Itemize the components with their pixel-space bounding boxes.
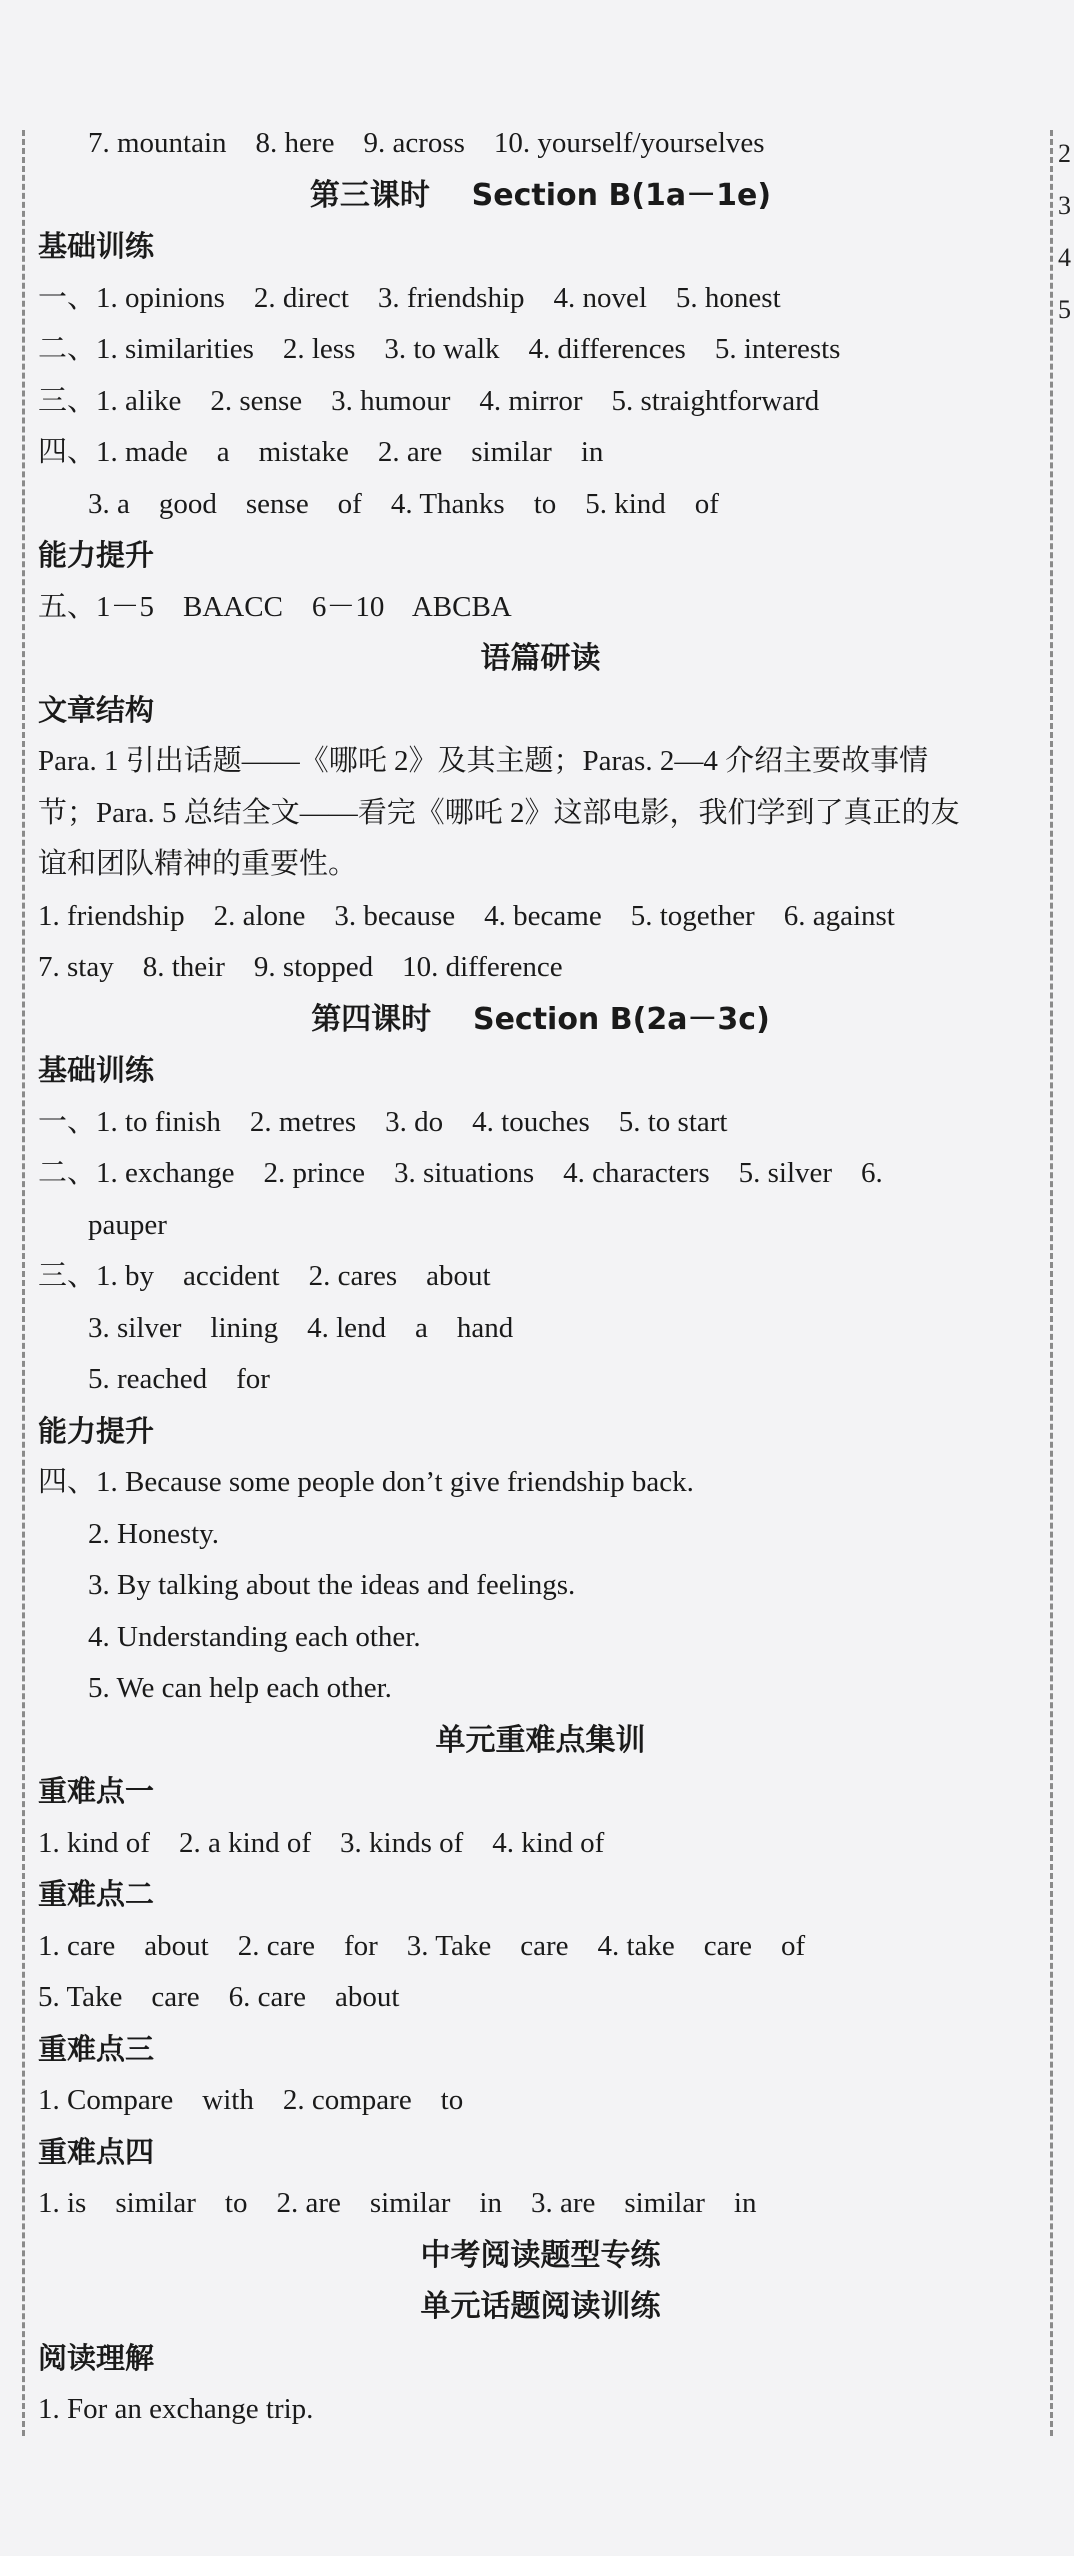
section-title: 单元重难点集训 (435, 1722, 646, 1758)
subsection-heading: 重难点三 (38, 2031, 155, 2066)
answer-line: 3. a good sense of 4. Thanks to 5. kind of (88, 487, 719, 520)
answer-line: 7. mountain 8. here 9. across 10. yourself/yourselves (88, 127, 765, 159)
edge-mark: 2 (1058, 139, 1071, 168)
answer-line: pauper (88, 1208, 167, 1241)
left-dashed-margin (22, 130, 25, 2436)
subsection-heading: 基础训练 (38, 229, 155, 263)
section-title: 第四课时 Section B(2a－3c) (311, 1001, 770, 1037)
answer-line: 1. care about 2. care for 3. Take care 4. take care of (38, 1929, 806, 1962)
answer-line: 4. Understanding each other. (88, 1620, 421, 1653)
answer-line: 二、1. exchange 2. prince 3. situations 4. characters 5. silver 6. (38, 1157, 883, 1189)
answer-line: 五、1－5 BAACC 6－10 ABCBA (38, 590, 512, 623)
answer-line: 5. Take care 6. care about (38, 1981, 400, 2013)
answer-line: 三、1. by accident 2. cares about (38, 1260, 491, 1292)
answer-line: 谊和团队精神的重要性。 (38, 848, 358, 880)
section-title: 语篇研读 (480, 641, 601, 676)
answer-line: 7. stay 8. their 9. stopped 10. difference (38, 951, 563, 983)
section-title: 中考阅读题型专练 (420, 2237, 661, 2273)
edge-mark: 4 (1058, 243, 1071, 272)
answer-line: 四、1. Because some people don’t give friendship back. (38, 1466, 694, 1498)
subsection-heading: 基础训练 (38, 1053, 155, 1087)
answer-line: 1. is similar to 2. are similar in 3. are similar in (38, 2187, 757, 2219)
subsection-heading: 能力提升 (38, 1413, 155, 1448)
subsection-heading: 重难点一 (38, 1774, 155, 1808)
answer-line: 3. By talking about the ideas and feelings. (88, 1569, 576, 1601)
right-dashed-margin (1050, 130, 1053, 2436)
answer-line: 3. silver lining 4. lend a hand (88, 1311, 514, 1344)
answer-line: 1. For an exchange trip. (38, 2393, 314, 2425)
answer-line: 四、1. made a mistake 2. are similar in (38, 436, 604, 468)
answer-line: 二、1. similarities 2. less 3. to walk 4. differences 5. interests (38, 333, 841, 365)
answer-line: 节；Para. 5 总结全文——看完《哪吒 2》这部电影，我们学到了真正的友 (38, 796, 960, 829)
subsection-heading: 重难点四 (38, 2134, 155, 2169)
subsection-heading: 阅读理解 (38, 2340, 155, 2375)
answer-line: 三、1. alike 2. sense 3. humour 4. mirror 5. straightforward (38, 384, 820, 417)
answer-line: 一、1. to finish 2. metres 3. do 4. touches 5. to start (38, 1105, 728, 1138)
answer-key-body (38, 118, 1043, 2436)
answer-line: 1. friendship 2. alone 3. because 4. became 5. together 6. against (38, 899, 895, 932)
answer-line: Para. 1 引出话题——《哪吒 2》及其主题；Paras. 2—4 介绍主要故事情 (38, 745, 929, 777)
subsection-heading: 能力提升 (38, 538, 155, 572)
answer-line: 1. kind of 2. a kind of 3. kinds of 4. kind of (38, 1826, 605, 1859)
answer-line: 1. Compare with 2. compare to (38, 2084, 464, 2116)
subsection-heading: 文章结构 (38, 692, 155, 727)
answer-line: 2. Honesty. (88, 1517, 220, 1550)
edge-mark: 3 (1058, 191, 1071, 220)
section-title: 单元话题阅读训练 (420, 2289, 661, 2324)
answer-line: 一、1. opinions 2. direct 3. friendship 4. novel 5. honest (38, 281, 781, 314)
answer-line: 5. reached for (88, 1363, 270, 1395)
subsection-heading: 重难点二 (38, 1877, 155, 1911)
answer-line: 5. We can help each other. (88, 1672, 392, 1704)
section-title: 第三课时 Section B(1a－1e) (309, 177, 772, 213)
edge-mark: 5 (1058, 295, 1071, 324)
